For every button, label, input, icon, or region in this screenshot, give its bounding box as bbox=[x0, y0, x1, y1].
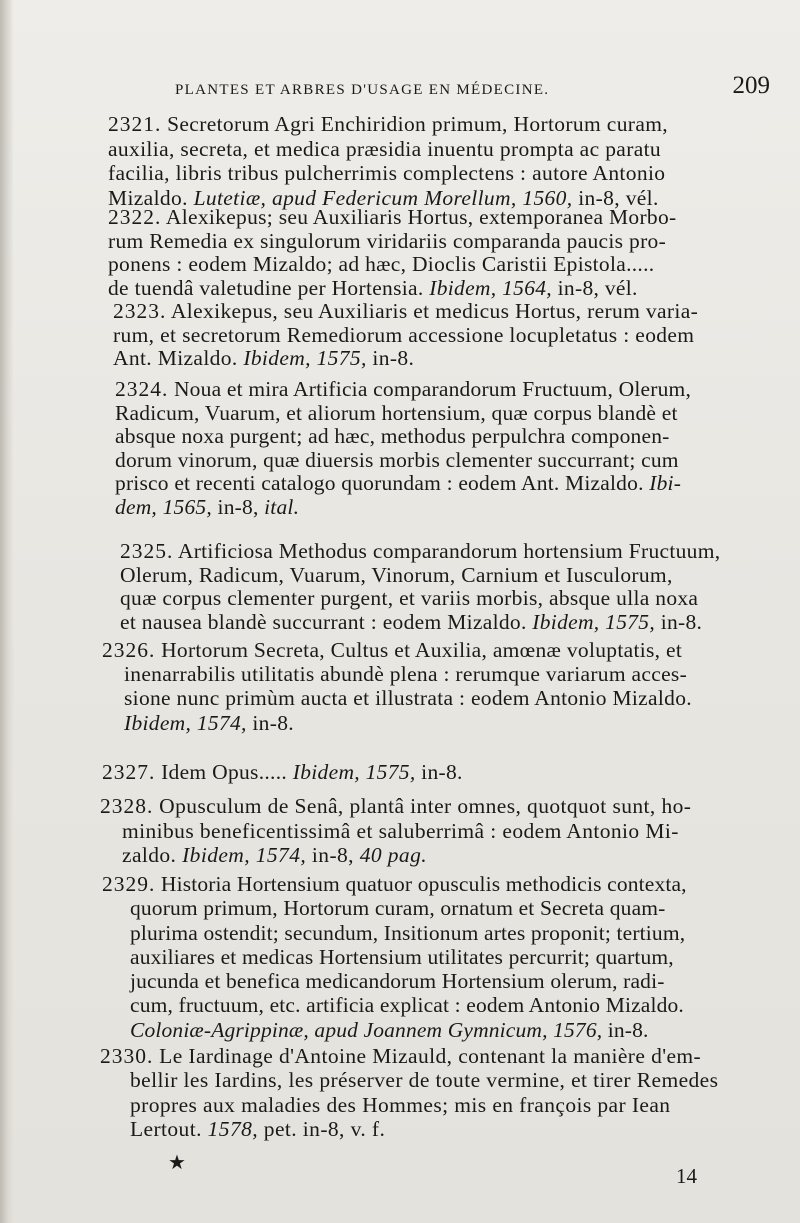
entry-text: sione nunc primùm aucta et illustrata : eodem Antonio Mizaldo. bbox=[124, 686, 692, 711]
entry-line bbox=[102, 760, 463, 784]
entry-line bbox=[100, 1117, 718, 1141]
entry-line bbox=[108, 206, 676, 230]
entry-line bbox=[108, 112, 668, 137]
entry-line bbox=[100, 1044, 718, 1068]
entry-7 bbox=[102, 760, 463, 784]
entry-line bbox=[100, 794, 691, 819]
entry-9 bbox=[102, 872, 687, 1042]
entry-text: in-8, bbox=[306, 843, 360, 867]
entry-text: quorum primum, Hortorum curam, ornatum et Secreta quam- bbox=[130, 896, 666, 921]
entry-text: dorum vinorum, quæ diuersis morbis clementer succurrant; cum bbox=[115, 447, 679, 472]
entry-text: inenarrabilis utilitatis abundè plena : rerumque variarum acces- bbox=[124, 662, 688, 687]
entry-text: zaldo. bbox=[122, 843, 183, 867]
entry-text: propres aux maladies des Hommes; mis en françois par Iean bbox=[130, 1092, 671, 1117]
imprint-text: Ibidem, 1574, bbox=[182, 843, 307, 867]
imprint-text: 1578, bbox=[207, 1116, 259, 1141]
entry-line bbox=[102, 662, 692, 686]
entry-text: jucunda et benefica medicandorum Hortensium olerum, radi- bbox=[130, 969, 665, 994]
entry-number: 2323. bbox=[113, 299, 167, 323]
entry-text: Lertout. bbox=[130, 1116, 208, 1141]
entry-text: rum, et secretorum Remediorum accessione locupletatus : eodem bbox=[113, 322, 695, 347]
entry-line bbox=[115, 449, 691, 473]
entry-line bbox=[100, 1093, 718, 1117]
entry-3 bbox=[113, 300, 698, 371]
entry-text: pet. in-8, v. f. bbox=[258, 1116, 386, 1141]
entry-8 bbox=[100, 794, 691, 868]
imprint-text: Ibidem, 1575, bbox=[243, 346, 367, 370]
entry-line bbox=[102, 872, 687, 896]
page-number: 209 bbox=[732, 72, 770, 99]
signature-mark: 14 bbox=[676, 1164, 697, 1188]
entry-text: in-8, bbox=[211, 494, 265, 519]
entry-text: Radicum, Vuarum, et aliorum hortensium, quæ corpus blandè et bbox=[115, 400, 678, 425]
entry-text: Historia Hortensium quatuor opusculis methodicis contexta, bbox=[160, 872, 687, 896]
entry-text: bellir les Iardins, les préserver de toute vermine, et tirer Remedes bbox=[130, 1068, 719, 1093]
entry-text: minibus beneficentissimâ et saluberrimâ : eodem Antonio Mi- bbox=[122, 818, 679, 843]
imprint-text: Ibidem, 1574, bbox=[124, 710, 247, 735]
entry-text: Alexikepus, seu Auxiliaris et medicus Hortus, rerum varia- bbox=[170, 299, 699, 323]
entry-line bbox=[115, 472, 691, 496]
entry-1 bbox=[108, 112, 668, 210]
entry-text: facilia, libris tribus pulcherrimis complectens : autore Antonio bbox=[108, 161, 666, 185]
entry-text: Idem Opus..... bbox=[161, 760, 293, 784]
entry-text: et nausea blandè succurrant : eodem Mizaldo. bbox=[120, 609, 533, 634]
imprint-text: Ibidem, 1575, bbox=[532, 609, 656, 634]
entry-line bbox=[108, 161, 668, 186]
entry-line bbox=[102, 921, 687, 945]
entry-text: in-8, vél. bbox=[551, 275, 638, 300]
running-head: PLANTES ET ARBRES D'USAGE EN MÉDECINE. bbox=[175, 82, 550, 98]
entry-line bbox=[115, 378, 691, 402]
entry-line bbox=[108, 253, 676, 277]
entry-line bbox=[120, 540, 720, 564]
entry-number: 2324. bbox=[115, 377, 169, 401]
page-header bbox=[175, 68, 770, 108]
asterism-mark: ★ bbox=[168, 1152, 186, 1174]
entry-text: prisco et recenti catalogo quorundam : eodem Ant. Mizaldo. bbox=[115, 471, 650, 495]
entry-number: 2325. bbox=[120, 539, 174, 563]
entry-number: 2328. bbox=[100, 794, 154, 818]
entry-line bbox=[102, 686, 692, 710]
entry-line bbox=[102, 945, 687, 969]
entry-line bbox=[120, 564, 720, 588]
entry-line bbox=[100, 819, 691, 844]
entry-line bbox=[113, 347, 698, 371]
entry-text: ponens : eodem Mizaldo; ad hæc, Dioclis Caristii Epistola..... bbox=[108, 252, 655, 276]
entry-line bbox=[100, 843, 691, 868]
entry-text: Ant. Mizaldo. bbox=[113, 346, 244, 370]
entry-line bbox=[115, 496, 691, 520]
entry-text: de tuendâ valetudine per Hortensia. bbox=[108, 275, 430, 300]
entry-line bbox=[120, 611, 720, 635]
entry-line bbox=[102, 896, 687, 920]
entry-line bbox=[115, 425, 691, 449]
entry-2 bbox=[108, 206, 676, 300]
entry-text: Artificiosa Methodus comparandorum hortensium Fructuum, bbox=[177, 539, 721, 563]
entry-number: 2322. bbox=[108, 205, 162, 229]
imprint-text: Ibi- bbox=[649, 471, 682, 495]
entry-6 bbox=[102, 638, 692, 735]
entry-text: plurima ostendit; secundum, Insitionum artes proponit; tertium, bbox=[130, 920, 686, 945]
entry-text: Opusculum de Senâ, plantâ inter omnes, quotquot sunt, ho- bbox=[159, 794, 692, 818]
imprint-text: Ibidem, 1575, bbox=[292, 760, 416, 784]
entry-text: Secretorum Agri Enchiridion primum, Hortorum curam, bbox=[167, 112, 669, 136]
entry-text: rum Remedia ex singulorum viridariis comparanda paucis pro- bbox=[108, 228, 667, 253]
imprint-text: 40 pag. bbox=[359, 843, 428, 867]
entry-line bbox=[102, 1018, 687, 1042]
entry-text: in-8. bbox=[602, 1017, 649, 1042]
entry-number: 2327. bbox=[102, 760, 156, 784]
entry-number: 2321. bbox=[108, 112, 162, 136]
entry-text: in-8. bbox=[655, 609, 703, 634]
entry-number: 2329. bbox=[102, 872, 156, 896]
entry-text: Olerum, Radicum, Vuarum, Vinorum, Carnium et Iusculorum, bbox=[120, 562, 673, 587]
imprint-text: ital. bbox=[264, 494, 300, 519]
entry-number: 2330. bbox=[100, 1044, 154, 1068]
imprint-text: Lutetiæ, apud Federicum Morellum, 1560, bbox=[193, 185, 573, 210]
entry-line bbox=[108, 230, 676, 254]
imprint-text: Ibidem, 1564, bbox=[429, 275, 552, 300]
entry-text: auxilia, secreta, et medica præsidia inuentu prompta ac paratu bbox=[108, 136, 662, 161]
entry-text: in-8. bbox=[366, 346, 415, 370]
entry-text: Alexikepus; seu Auxiliaris Hortus, extemporanea Morbo- bbox=[165, 205, 677, 229]
entry-text: in-8. bbox=[415, 760, 463, 784]
entry-line bbox=[120, 587, 720, 611]
entry-line bbox=[115, 402, 691, 426]
entry-line bbox=[102, 711, 692, 735]
entry-line bbox=[113, 324, 698, 348]
entry-line bbox=[102, 993, 687, 1017]
entry-line bbox=[108, 137, 668, 162]
entry-number: 2326. bbox=[102, 638, 156, 662]
entry-5 bbox=[120, 540, 720, 634]
entry-text: cum, fructuum, etc. artificia explicat : eodem Antonio Mizaldo. bbox=[130, 993, 684, 1018]
entry-text: quæ corpus clementer purgent, et variis morbis, absque ulla noxa bbox=[120, 586, 699, 611]
entry-text: Le Iardinage d'Antoine Mizauld, contenant la manière d'em- bbox=[159, 1044, 702, 1068]
entry-text: Noua et mira Artificia comparandorum Fructuum, Olerum, bbox=[173, 377, 692, 401]
imprint-text: Coloniæ-Agrippinæ, apud Joannem Gymnicum, 1576, bbox=[130, 1017, 603, 1042]
entry-line bbox=[113, 300, 698, 324]
entry-text: Mizaldo. bbox=[108, 185, 194, 210]
page-gutter-shadow bbox=[0, 0, 14, 1223]
entry-text: in-8. bbox=[246, 710, 294, 735]
entry-line bbox=[100, 1068, 718, 1092]
entry-text: absque noxa purgent; ad hæc, methodus perpulchra componen- bbox=[115, 424, 670, 448]
entry-line bbox=[102, 969, 687, 993]
entry-10 bbox=[100, 1044, 718, 1141]
entry-text: Hortorum Secreta, Cultus et Auxilia, amœnæ voluptatis, et bbox=[161, 638, 683, 662]
entry-4 bbox=[115, 378, 691, 519]
entry-line bbox=[108, 277, 676, 301]
imprint-text: dem, 1565, bbox=[115, 494, 212, 519]
entry-text: in-8, vél. bbox=[572, 185, 659, 210]
entry-line bbox=[102, 638, 692, 662]
entry-text: auxiliares et medicas Hortensium utilitates percurrit; quartum, bbox=[130, 944, 674, 969]
